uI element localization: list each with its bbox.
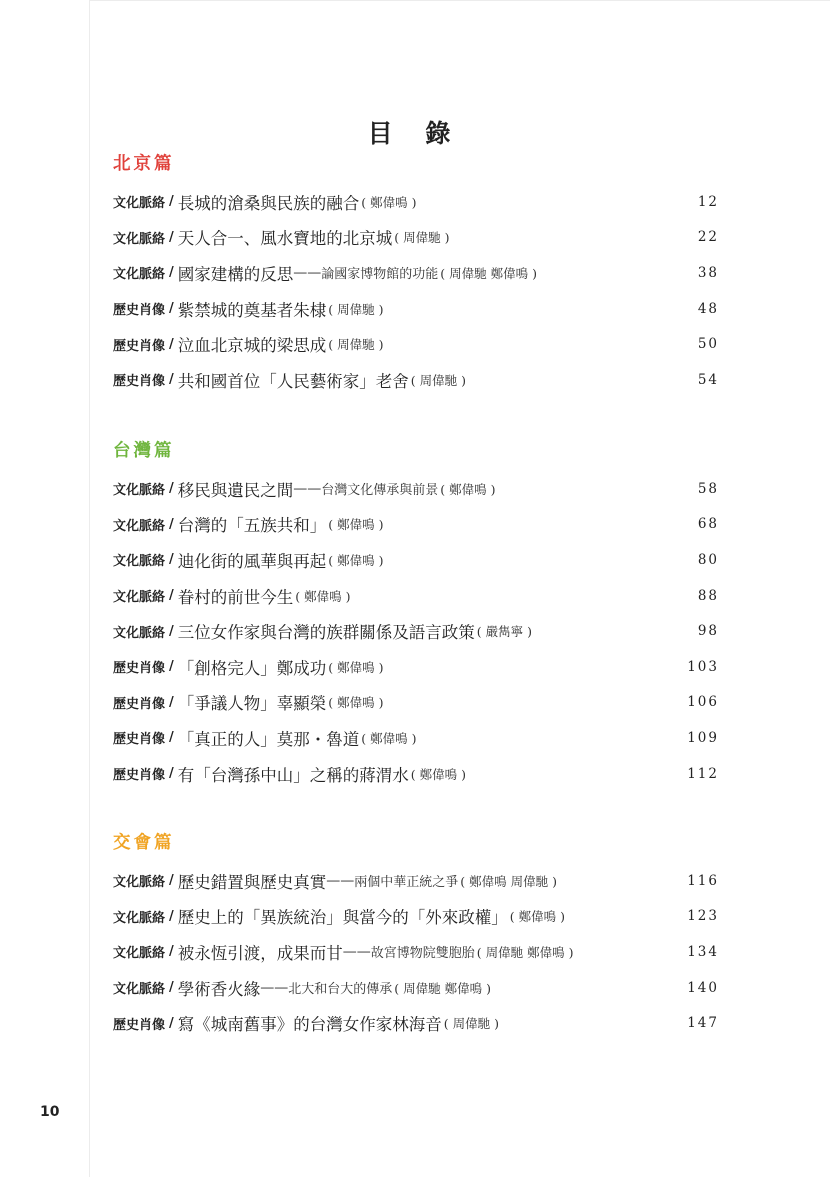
section-heading: 台灣篇 bbox=[113, 441, 175, 461]
toc-entry[interactable] bbox=[113, 578, 719, 614]
toc-entry[interactable] bbox=[113, 362, 719, 398]
entry-dash: —— bbox=[260, 979, 289, 996]
entry-author: ( 周偉馳 鄭偉鳴 ) bbox=[440, 265, 537, 281]
page-gutter-line bbox=[89, 0, 90, 1177]
entry-title: 迪化街的風華與再起 bbox=[177, 551, 327, 571]
entry-author: ( 鄭偉鳴 周偉馳 ) bbox=[460, 873, 557, 889]
entry-category: 文化脈絡 bbox=[113, 267, 166, 283]
entry-category: 文化脈絡 bbox=[113, 590, 166, 606]
entry-page: 112 bbox=[687, 765, 719, 782]
entry-page: 116 bbox=[687, 872, 719, 889]
entry-author: ( 鄭偉鳴 ) bbox=[328, 517, 384, 533]
section-heading: 交會篇 bbox=[113, 833, 175, 853]
toc-entry[interactable] bbox=[113, 184, 719, 220]
entry-title: 「爭議人物」辜顯榮 bbox=[177, 694, 327, 714]
entry-category: 歷史肖像 bbox=[113, 374, 166, 390]
entry-list bbox=[113, 471, 719, 791]
toc-entry[interactable] bbox=[113, 542, 719, 578]
entry-category: 文化脈絡 bbox=[113, 231, 166, 247]
entry-page: 140 bbox=[687, 979, 719, 996]
entry-category: 文化脈絡 bbox=[113, 196, 166, 212]
entry-page: 80 bbox=[697, 551, 719, 568]
entry-author: ( 鄭偉鳴 ) bbox=[509, 909, 565, 925]
entry-title: 泣血北京城的梁思成 bbox=[177, 336, 327, 356]
entry-category: 文化脈絡 bbox=[113, 910, 166, 926]
entry-separator: / bbox=[169, 694, 174, 710]
entry-separator: / bbox=[169, 372, 174, 388]
entry-title: 有「台灣孫中山」之稱的蔣渭水 bbox=[177, 765, 409, 785]
entry-title: 學術香火緣 bbox=[177, 979, 261, 999]
entry-author: ( 鄭偉鳴 ) bbox=[361, 194, 417, 210]
entry-title: 「真正的人」莫那・魯道 bbox=[177, 729, 360, 749]
entry-list bbox=[113, 184, 719, 398]
entry-separator: / bbox=[169, 980, 174, 996]
entry-title: 共和國首位「人民藝術家」老舍 bbox=[177, 371, 409, 391]
toc-entry[interactable] bbox=[113, 685, 719, 721]
toc-entry[interactable] bbox=[113, 507, 719, 543]
entry-list bbox=[113, 863, 719, 1041]
entry-page: 147 bbox=[687, 1015, 719, 1032]
entry-page: 68 bbox=[697, 516, 719, 533]
toc-entry[interactable] bbox=[113, 649, 719, 685]
entry-author: ( 鄭偉鳴 ) bbox=[328, 552, 384, 568]
entry-page: 38 bbox=[697, 264, 719, 281]
entry-author: ( 嚴雋寧 ) bbox=[476, 624, 532, 640]
entry-separator: / bbox=[169, 659, 174, 675]
entry-page: 88 bbox=[697, 587, 719, 604]
entry-category: 文化脈絡 bbox=[113, 518, 166, 534]
section-heading: 北京篇 bbox=[113, 154, 175, 174]
entry-author: ( 周偉馳 ) bbox=[394, 230, 450, 246]
entry-separator: / bbox=[169, 516, 174, 532]
toc-entry[interactable] bbox=[113, 613, 719, 649]
entry-title: 移民與遺民之間 bbox=[177, 480, 294, 500]
entry-title: 國家建構的反思 bbox=[177, 264, 294, 284]
toc-entry[interactable] bbox=[113, 863, 719, 899]
entry-page: 103 bbox=[687, 658, 719, 675]
toc-entry[interactable] bbox=[113, 471, 719, 507]
entry-dash: —— bbox=[293, 480, 322, 497]
entry-title: 台灣的「五族共和」 bbox=[177, 516, 327, 536]
entry-dash: —— bbox=[342, 943, 371, 960]
entry-category: 文化脈絡 bbox=[113, 875, 166, 891]
entry-page: 50 bbox=[697, 336, 719, 353]
entry-author: ( 周偉馳 鄭偉鳴 ) bbox=[394, 980, 491, 996]
entry-author: ( 鄭偉鳴 ) bbox=[328, 659, 384, 675]
entry-title: 眷村的前世今生 bbox=[177, 587, 294, 607]
entry-title: 天人合一、風水寶地的北京城 bbox=[177, 229, 393, 249]
entry-title: 長城的滄桑與民族的融合 bbox=[177, 193, 360, 213]
entry-author: ( 周偉馳 ) bbox=[328, 337, 384, 353]
section-beijing bbox=[113, 150, 719, 398]
page-number: 10 bbox=[40, 1104, 60, 1120]
entry-page: 58 bbox=[697, 480, 719, 497]
entry-dash: —— bbox=[326, 872, 355, 889]
entry-title: 歷史錯置與歷史真實 bbox=[177, 872, 327, 892]
entry-subtitle: 北大和台大的傳承 bbox=[288, 982, 393, 998]
toc-title: 目 錄 bbox=[367, 119, 463, 148]
entry-separator: / bbox=[169, 194, 174, 210]
entry-separator: / bbox=[169, 481, 174, 497]
entry-title: 被永恆引渡，成果而甘 bbox=[177, 943, 343, 963]
entry-author: ( 鄭偉鳴 ) bbox=[410, 766, 466, 782]
entry-page: 98 bbox=[697, 623, 719, 640]
entry-author: ( 周偉馳 ) bbox=[443, 1016, 499, 1032]
entry-page: 106 bbox=[687, 694, 719, 711]
entry-separator: / bbox=[169, 730, 174, 746]
entry-category: 文化脈絡 bbox=[113, 625, 166, 641]
toc-entry[interactable] bbox=[113, 899, 719, 935]
entry-category: 歷史肖像 bbox=[113, 696, 166, 712]
entry-category: 文化脈絡 bbox=[113, 982, 166, 998]
section-taiwan bbox=[113, 437, 719, 791]
entry-category: 歷史肖像 bbox=[113, 768, 166, 784]
entry-page: 134 bbox=[687, 943, 719, 960]
entry-page: 12 bbox=[697, 193, 719, 210]
entry-subtitle: 台灣文化傳承與前景 bbox=[321, 483, 439, 499]
entry-separator: / bbox=[169, 873, 174, 889]
toc-entry[interactable] bbox=[113, 756, 719, 792]
entry-category: 文化脈絡 bbox=[113, 946, 166, 962]
entry-author: ( 周偉馳 鄭偉鳴 ) bbox=[476, 944, 574, 960]
entry-page: 54 bbox=[697, 371, 719, 388]
section-crossing bbox=[113, 829, 719, 1041]
entry-separator: / bbox=[169, 229, 174, 245]
entry-category: 歷史肖像 bbox=[113, 338, 166, 354]
entry-title: 寫《城南舊事》的台灣女作家林海音 bbox=[177, 1015, 442, 1035]
entry-page: 123 bbox=[687, 908, 719, 925]
entry-author: ( 周偉馳 ) bbox=[410, 372, 466, 388]
entry-category: 文化脈絡 bbox=[113, 483, 166, 499]
entry-separator: / bbox=[169, 908, 174, 924]
entry-category: 歷史肖像 bbox=[113, 1017, 166, 1033]
toc-entry[interactable] bbox=[113, 970, 719, 1006]
entry-title: 三位女作家與台灣的族群關係及語言政策 bbox=[177, 623, 475, 643]
entry-dash: —— bbox=[293, 264, 322, 281]
toc-entry[interactable] bbox=[113, 255, 719, 291]
toc-entry[interactable] bbox=[113, 326, 719, 362]
entry-page: 48 bbox=[697, 300, 719, 317]
toc-entry[interactable] bbox=[113, 720, 719, 756]
toc-entry[interactable] bbox=[113, 934, 719, 970]
entry-page: 22 bbox=[697, 229, 719, 246]
entry-category: 歷史肖像 bbox=[113, 732, 166, 748]
entry-subtitle: 兩個中華正統之爭 bbox=[354, 875, 459, 891]
entry-separator: / bbox=[169, 336, 174, 352]
entry-category: 歷史肖像 bbox=[113, 661, 166, 677]
entry-separator: / bbox=[169, 1015, 174, 1031]
entry-author: ( 鄭偉鳴 ) bbox=[440, 481, 496, 497]
toc-entry[interactable] bbox=[113, 1005, 719, 1041]
entry-title: 歷史上的「異族統治」與當今的「外來政權」 bbox=[177, 908, 508, 928]
toc-entry[interactable] bbox=[113, 220, 719, 256]
entry-author: ( 鄭偉鳴 ) bbox=[295, 588, 351, 604]
entry-title: 「創格完人」鄭成功 bbox=[177, 658, 327, 678]
entry-title: 紫禁城的奠基者朱棣 bbox=[177, 300, 327, 320]
entry-separator: / bbox=[169, 944, 174, 960]
entry-separator: / bbox=[169, 552, 174, 568]
entry-separator: / bbox=[169, 623, 174, 639]
entry-subtitle: 論國家博物館的功能 bbox=[321, 267, 439, 283]
entry-separator: / bbox=[169, 588, 174, 604]
entry-separator: / bbox=[169, 301, 174, 317]
entry-author: ( 鄭偉鳴 ) bbox=[328, 695, 384, 711]
entry-author: ( 周偉馳 ) bbox=[328, 301, 384, 317]
entry-category: 文化脈絡 bbox=[113, 554, 166, 570]
entry-page: 109 bbox=[687, 729, 719, 746]
page-top-border bbox=[89, 0, 830, 1]
entry-separator: / bbox=[169, 766, 174, 782]
entry-category: 歷史肖像 bbox=[113, 303, 166, 319]
entry-subtitle: 故宮博物院雙胞胎 bbox=[370, 946, 475, 962]
entry-separator: / bbox=[169, 265, 174, 281]
entry-author: ( 鄭偉鳴 ) bbox=[361, 730, 417, 746]
toc-entry[interactable] bbox=[113, 291, 719, 327]
